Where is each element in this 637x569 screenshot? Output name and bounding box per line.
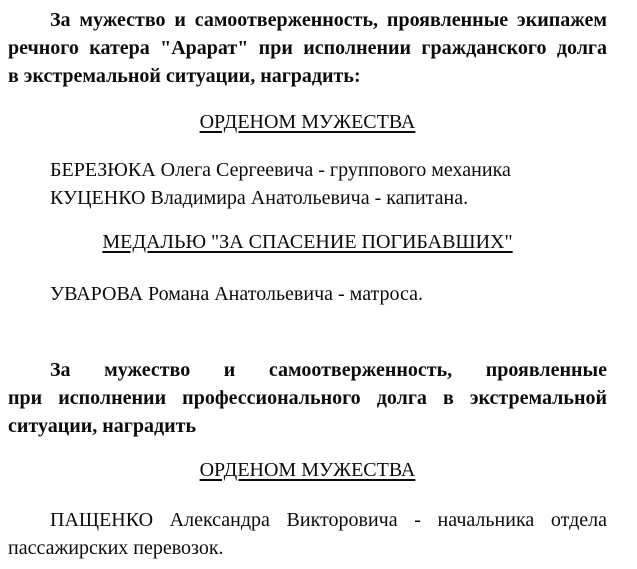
awardee-line-berezyuk: БЕРЕЗЮКА Олега Сергеевича - группового механика (50, 159, 511, 181)
awardee-line-kutsenko: КУЦЕНКО Владимира Анатольевича - капитана. (50, 187, 469, 209)
text-line: За мужество и самоотверженность, проявленные (50, 359, 607, 381)
awardee-line-continuation: пассажирских перевозок. (8, 537, 224, 559)
heading-order-of-courage-2 (8, 456, 607, 484)
medal-awardees-list (8, 280, 607, 308)
heading-order-of-courage-1-text: ОРДЕНОМ МУЖЕСТВА (199, 111, 416, 133)
text-line: речного катера "Арарат" при исполнении гражданского долга (8, 37, 607, 59)
heading-medal-text: МЕДАЛЬЮ "ЗА СПАСЕНИЕ ПОГИБАВШИХ" (102, 231, 513, 253)
text-line: в экстремальной ситуации, наградить: (8, 65, 361, 87)
text-line: За мужество и самоотверженность, проявленные экипажем (50, 9, 607, 31)
heading-order-of-courage-2-text: ОРДЕНОМ МУЖЕСТВА (199, 459, 416, 481)
text-line: при исполнении профессионального долга в экстремальной (8, 387, 607, 409)
order-of-courage-awardee-paragraph (8, 506, 607, 562)
awardee-line-pashchenko: ПАЩЕНКО Александра Викторовича - начальника отдела (50, 509, 607, 531)
awardee-line-uvarov: УВАРОВА Романа Анатольевича - матроса. (50, 283, 424, 305)
text-line: ситуации, наградить (8, 415, 197, 437)
heading-medal-for-saving-the-perishing (8, 228, 607, 256)
order-of-courage-awardees-list (8, 156, 607, 212)
heading-order-of-courage-1 (8, 108, 607, 136)
citation-paragraph-civil-duty (8, 6, 607, 90)
citation-paragraph-professional-duty (8, 356, 607, 440)
